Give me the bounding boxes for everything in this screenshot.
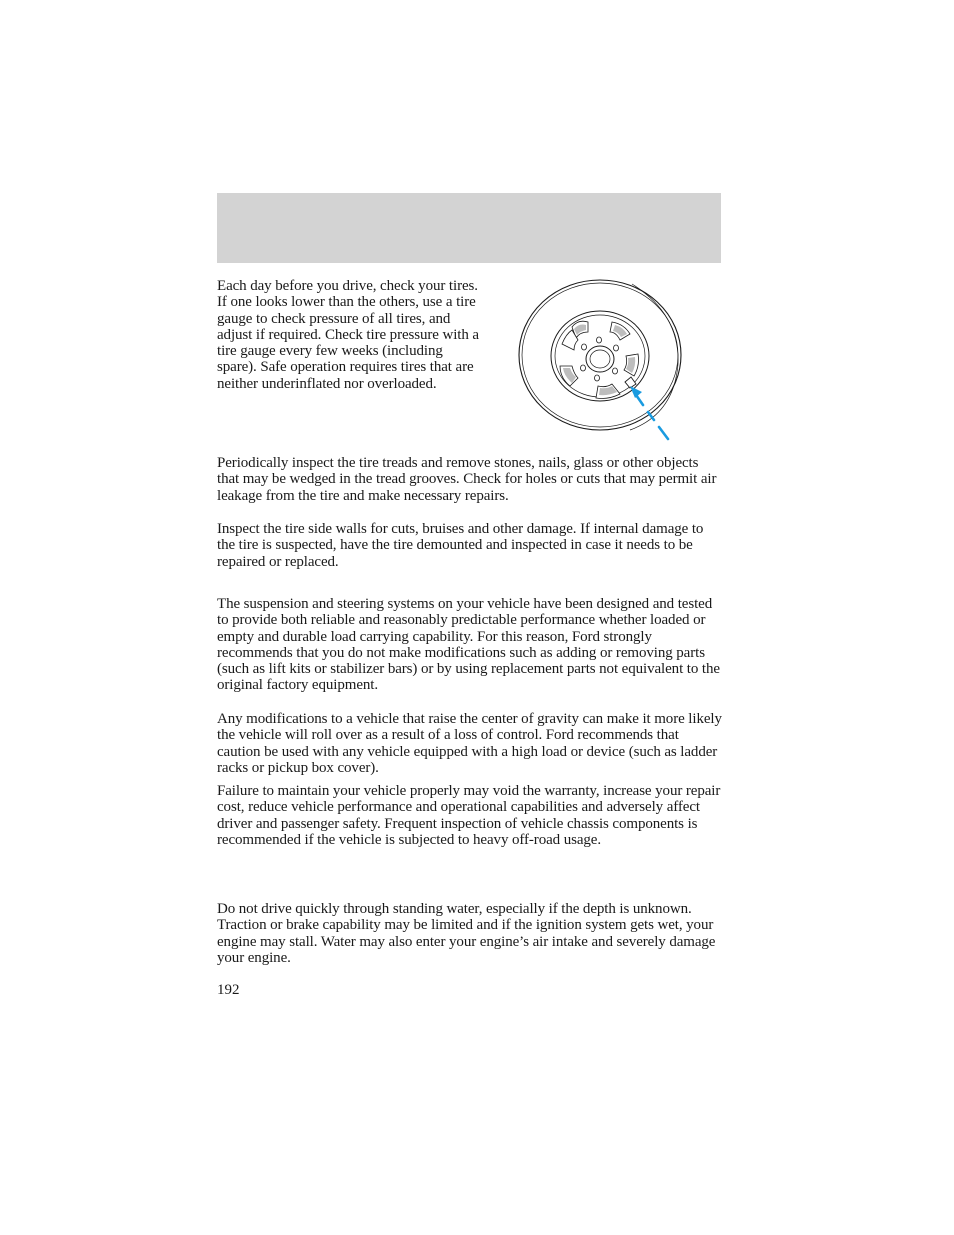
- tire-tread-inspection-paragraph: Periodically inspect the tire treads and remove stones, nails, glass or other objects that may be wedged in the tread grooves. Check for holes or cuts that may permit air leakage from the tire and make necessary repairs.: [217, 455, 717, 504]
- center-of-gravity-paragraph: Any modifications to a vehicle that raise the center of gravity can make it more likely the vehicle will roll over as a result of a loss of control. Ford recommends that caution be used with any vehicle equipped with a high load or device (such as ladder racks or pickup box cover).: [217, 711, 722, 776]
- standing-water-paragraph: Do not drive quickly through standing water, especially if the depth is unknown. Traction or brake capability may be limited and if the ignition system gets wet, your engine may stall. Water may also enter your engine’s air intake and severely damage your engine.: [217, 901, 716, 966]
- section-header-band: [217, 193, 721, 263]
- maintenance-warranty-paragraph: Failure to maintain your vehicle properly may void the warranty, increase your repair cost, reduce vehicle performance and operational capabilities and adversely affect driver and passenger safety. Frequent inspection of vehicle chassis components is recommended if the vehicle is subjected to heavy off-road usage.: [217, 783, 721, 848]
- tire-check-intro-paragraph: Each day before you drive, check your tires. If one looks lower than the others, use a tire gauge to check pressure of all tires, and adjust if required. Check tire pressure with a tire gauge every few weeks (including spare). Safe operation requires tires that are neither underinflated nor overloaded.: [217, 278, 479, 392]
- tire-valve-stem-illustration: [512, 274, 692, 446]
- tire-sidewall-inspection-paragraph: Inspect the tire side walls for cuts, bruises and other damage. If internal damage to the tire is suspected, have the tire demounted and inspected in case it needs to be repaired or replaced.: [217, 521, 704, 570]
- page-number: 192: [217, 982, 240, 998]
- suspension-modification-paragraph: The suspension and steering systems on your vehicle have been designed and tested to provide both reliable and reasonably predictable performance whether loaded or empty and durable load carrying capability. For this reason, Ford strongly recommends that you do not make modifications such as adding or removing parts (such as lift kits or stabilizer bars) or by using replacement parts not equivalent to the original factory equipment.: [217, 596, 720, 694]
